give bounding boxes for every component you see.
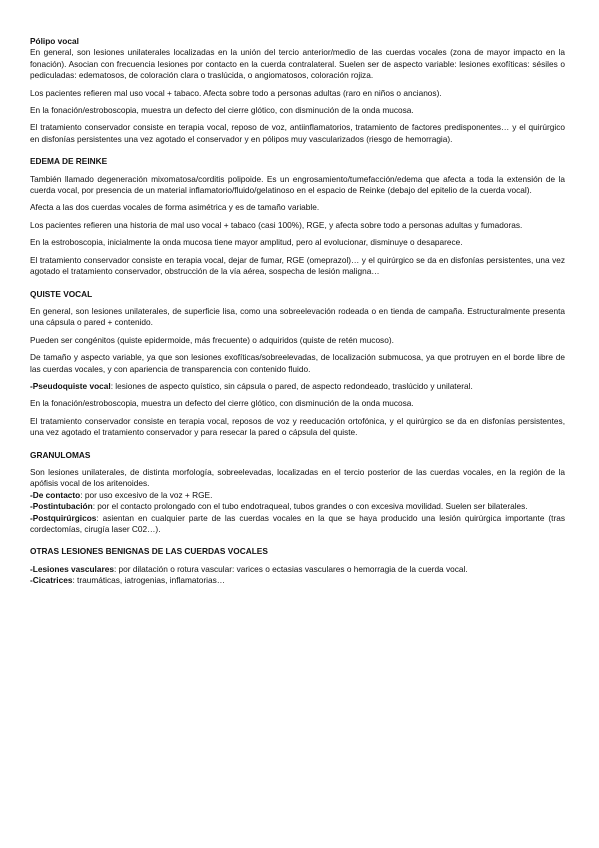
paragraph-pseudoquiste [30, 381, 565, 392]
section-title-granulomas: GRANULOMAS [30, 449, 91, 460]
paragraph: Pueden ser congénitos (quiste epidermoide, más frecuente) o adquiridos (quiste de retén mucoso). [30, 334, 394, 345]
paragraph: En la fonación/estroboscopia, muestra un defecto del cierre glótico, con disminución de la onda mucosa. [30, 105, 414, 116]
list-item-postquirurgicos [30, 513, 565, 536]
section-title-otras: OTRAS LESIONES BENIGNAS DE LAS CUERDAS VOCALES [30, 546, 268, 557]
definition-text: : lesiones de aspecto quístico, sin cápsula o pared, de aspecto redondeado, traslúcido y unilateral. [110, 380, 473, 391]
paragraph: El tratamiento conservador consiste en terapia vocal, reposo de voz, antiinflamatorios, tratamiento de factores predisponentes… y el quirúrgico en disfonías persistentes una vez agotado el conservador y en pólipos muy vascularizados (riesgo de hemorragia). [30, 122, 565, 144]
paragraph: El tratamiento conservador consiste en terapia vocal, reposos de voz y reeducación ortofónica, y el quirúrgico se da en disfonías persistentes, una vez agotado el tratamiento conservador y para resecar la pared o cápsula del quiste. [30, 415, 565, 438]
definition-text: : por el contacto prolongado con el tubo endotraqueal, tubos grandes o con excesiva movilidad. Suelen ser bilaterales. [92, 501, 528, 512]
paragraph: El tratamiento conservador consiste en terapia vocal, dejar de fumar, RGE (omeprazol)… y el quirúrgico se da en disfonías persistentes, una vez agotado el tratamiento conservador, obstrucción de la vía aérea, sospecha de lesión maligna… [30, 254, 565, 277]
paragraph: Los pacientes refieren una historia de mal uso vocal + tabaco (casi 100%), RGE, y afecta sobre todo a personas adultas y fumadoras. [30, 219, 523, 230]
term-contacto: -De contacto [30, 489, 81, 500]
section-title-reinke: EDEMA DE REINKE [30, 156, 108, 167]
list-item-contacto [30, 490, 565, 501]
section-granulomas [30, 450, 565, 536]
paragraph: Afecta a las dos cuerdas vocales de forma asimétrica y es de tamaño variable. [30, 202, 320, 213]
paragraph: En la estroboscopia, inicialmente la onda mucosa tiene mayor amplitud, pero al evolucionar, disminuye o desaparece. [30, 237, 463, 248]
paragraph: Son lesiones unilaterales, de distinta morfología, sobreelevadas, localizadas en el tercio posterior de las cuerdas vocales, en la región de la apófisis vocal de los aritenoides. [30, 466, 565, 489]
definition-text: : por uso excesivo de la voz + RGE. [80, 489, 213, 500]
term-pseudoquiste: -Pseudoquiste vocal [30, 380, 111, 391]
list-item-postintubacion [30, 501, 565, 512]
term-postintubacion: -Postintubación [30, 501, 93, 512]
section-polipo-vocal [30, 36, 565, 145]
section-title-polipo: Pólipo vocal [30, 36, 79, 46]
term-postquirurgicos: -Postquirúrgicos [30, 512, 97, 523]
definition-text: : traumáticas, iatrogenias, inflamatorias… [72, 575, 226, 586]
paragraph: En general, son lesiones unilaterales, de superficie lisa, como una sobreelevación rodeada o en tienda de campaña. Estructuralmente presenta una cápsula o pared + contenido. [30, 305, 565, 328]
term-vasculares: -Lesiones vasculares [30, 563, 114, 574]
section-title-quiste: QUISTE VOCAL [30, 288, 93, 299]
section-quiste-vocal [30, 289, 565, 439]
paragraph: De tamaño y aspecto variable, ya que son lesiones exofíticas/sobreelevadas, de localización submucosa, ya que protruyen en el borde libre de las cuerdas vocales, y con apariencia de transparencia con contenido fluido. [30, 352, 565, 374]
definition-text: : por dilatación o rotura vascular: varices o ectasias vasculares o hemorragia de la cuerda vocal. [113, 563, 468, 574]
list-item-cicatrices [30, 575, 565, 586]
paragraph: En general, son lesiones unilaterales localizadas en la unión del tercio anterior/medio de las cuerdas vocales (zona de mayor impacto en la fonación). Asocian con frecuencia lesiones por contacto en la cuerda contralateral. Suelen ser de aspecto variable: lesiones exofíticas: sésiles o pediculadas: edematosos, de coloración clara o traslúcida, o angiomatosos, coloración rojiza. [30, 47, 565, 81]
definition-text: : asientan en cualquier parte de las cuerdas vocales en la que se haya producido una lesión quirúrgica importante (tras cordectomías, cirugía laser C02…). [30, 512, 565, 534]
list-item-vasculares [30, 564, 565, 575]
term-cicatrices: -Cicatrices [30, 575, 73, 586]
paragraph: En la fonación/estroboscopia, muestra un defecto del cierre glótico, con disminución de la onda mucosa. [30, 398, 414, 409]
section-otras-lesiones [30, 546, 565, 586]
paragraph: También llamado degeneración mixomatosa/corditis polipoide. Es un engrosamiento/tumefacción/edema que afecta a toda la extensión de la cuerda vocal, por presencia de un material inflamatorio/fluido/gelatinoso en el espacio de Reinke (debajo del epitelio de la cuerda vocal). [30, 173, 565, 196]
paragraph: Los pacientes refieren mal uso vocal + tabaco. Afecta sobre todo a personas adultas (raro en niños o ancianos). [30, 87, 442, 98]
section-edema-reinke [30, 156, 565, 277]
